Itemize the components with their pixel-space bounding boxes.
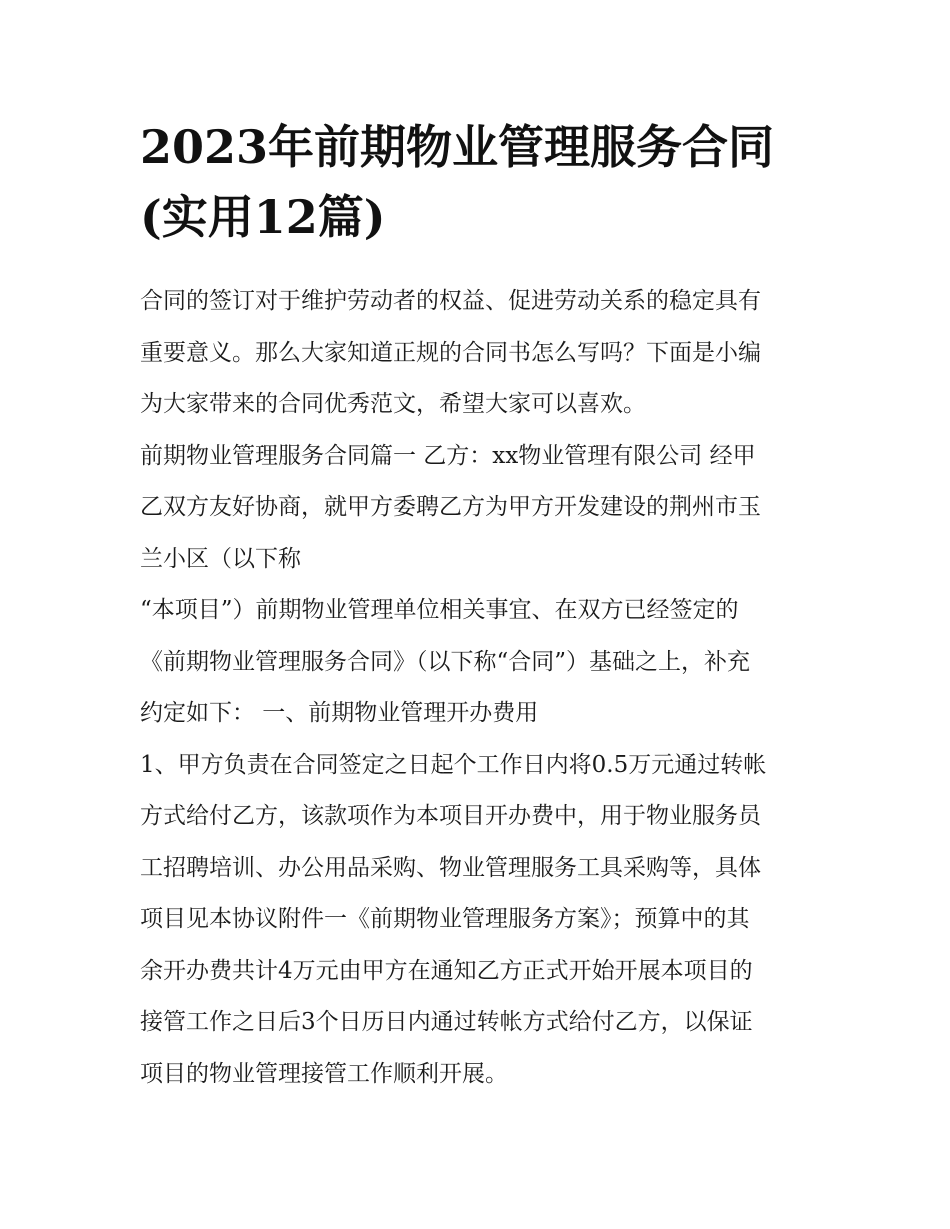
body-line: 项目的物业管理接管工作顺利开展。 [140,1060,508,1087]
body-line: 《前期物业管理服务合同》（以下称“合同”）基础之上，补充 [140,648,751,675]
body-line: 1、甲方负责在合同签定之日起个工作日内将0.5万元通过转帐 [140,751,767,778]
body-line: 工招聘培训、办公用品采购、物业管理服务工具采购等，具体 [140,854,761,881]
title-line: 2023年前期物业管理服务合同 [140,120,775,174]
title-line: (实用12篇) [140,190,386,244]
body-line: 乙双方友好协商，就甲方委聘乙方为甲方开发建设的荆州市玉 [140,494,761,520]
body-line: 方式给付乙方，该款项作为本项目开办费中，用于物业服务员 [140,803,761,829]
body-line: “本项目”）前期物业管理单位相关事宜、在双方已经签定的 [140,597,739,623]
body-line: 兰小区（以下称 [140,545,301,572]
body-line: 前期物业管理服务合同篇一 乙方：xx物业管理有限公司 经甲 [140,442,756,469]
body-line: 接管工作之日后3个日历日内通过转帐方式给付乙方，以保证 [140,1009,753,1035]
body-line: 重要意义。那么大家知道正规的合同书怎么写吗？下面是小编 [140,339,761,366]
body-line: 约定如下： 一、前期物业管理开办费用 [140,700,539,726]
body-line: 为大家带来的合同优秀范文，希望大家可以喜欢。 [140,391,646,417]
body-line: 合同的签订对于维护劳动者的权益、促进劳动关系的稳定具有 [140,288,761,314]
body-line: 项目见本协议附件一《前期物业管理服务方案》；预算中的其 [140,906,750,932]
document-title [140,112,830,252]
body-line: 余开办费共计4万元由甲方在通知乙方正式开始开展本项目的 [140,957,753,984]
document-body [140,276,830,1100]
